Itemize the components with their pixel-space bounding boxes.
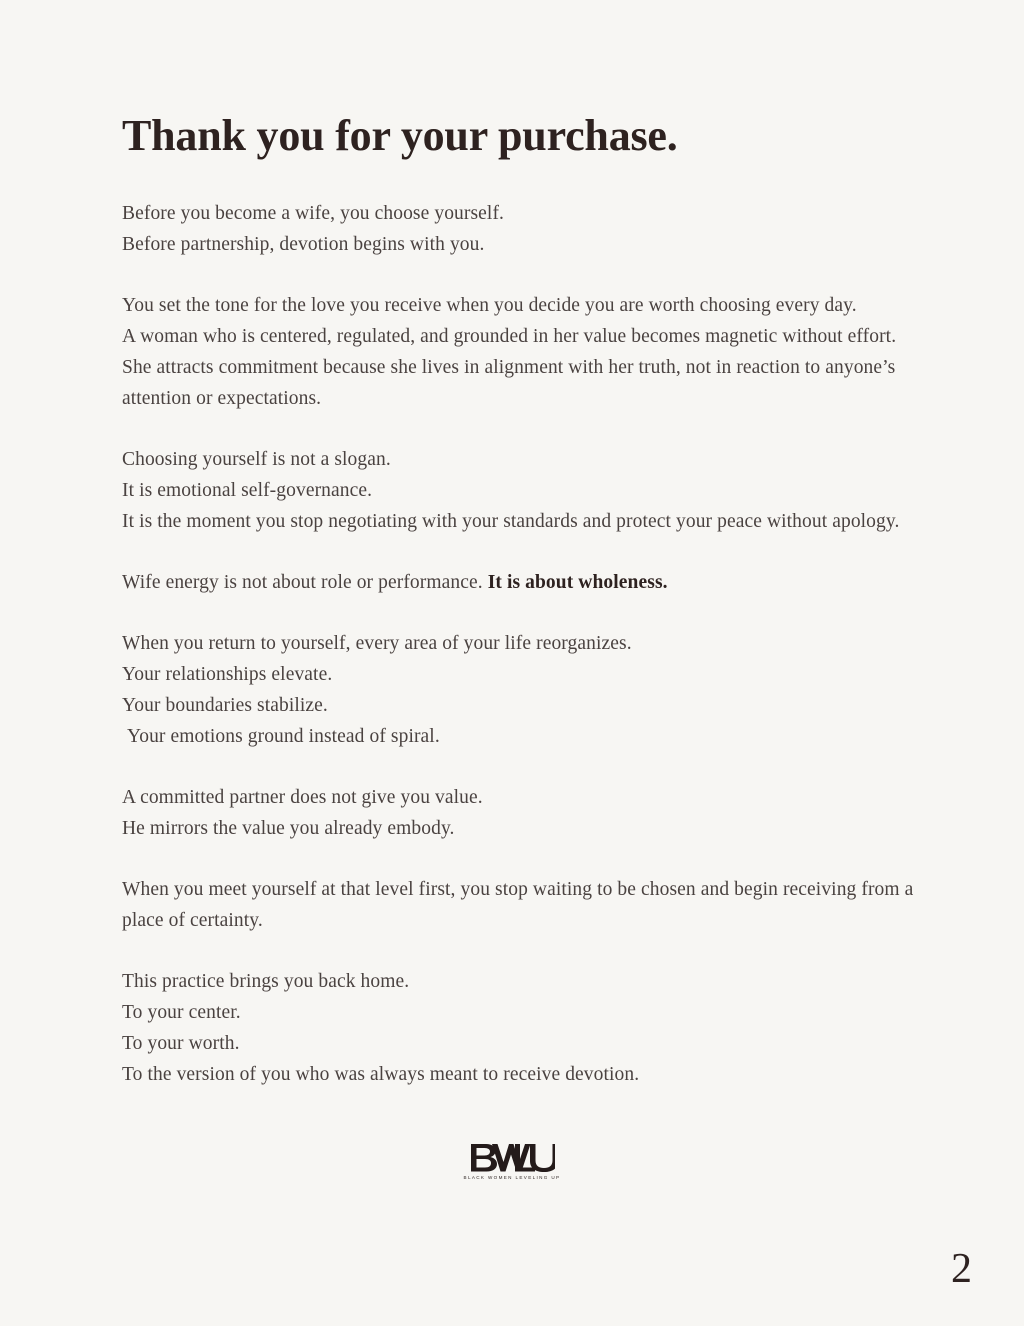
body-line: When you return to yourself, every area of your life reorganizes. [122,632,632,654]
body-line: Your relationships elevate. [122,663,333,685]
body-line: Before you become a wife, you choose yourself. [122,202,505,224]
body-line: He mirrors the value you already embody. [122,817,455,839]
paragraph-block [122,628,932,752]
paragraph-block-emphasis [122,567,932,598]
page-number: 2 [951,1246,972,1292]
body-line: She attracts commitment because she lives in alignment with her truth, not in reaction to anyone’s attention or expectations. [122,356,896,409]
emphasis-lead-text: Wife energy is not about role or performance. [122,571,488,593]
body-line: To your center. [122,1001,241,1023]
paragraph-block [122,782,932,844]
body-line: This practice brings you back home. [122,970,410,992]
body-line [122,567,932,598]
bwlu-monogram-icon [469,1142,555,1172]
body-line: When you meet yourself at that level first, you stop waiting to be chosen and begin receiving from a place of certainty. [122,878,914,931]
footer-brand-lockup [0,1142,1024,1180]
page-content [122,112,932,1090]
body-line: Choosing yourself is not a slogan. [122,448,391,470]
paragraph-block [122,198,932,260]
brand-tagline: BLACK WOMEN LEVELING UP [463,1174,561,1181]
paragraph-block [122,874,932,936]
body-line: It is emotional self-governance. [122,479,373,501]
body-line: A woman who is centered, regulated, and grounded in her value becomes magnetic without effort. [122,325,897,347]
body-line: It is the moment you stop negotiating with your standards and protect your peace without apology. [122,510,900,532]
emphasis-bold-text: It is about wholeness. [487,571,668,593]
paragraph-block [122,290,932,414]
body-line: A committed partner does not give you value. [122,786,483,808]
paragraph-block [122,966,932,1090]
body-line: You set the tone for the love you receive when you decide you are worth choosing every day. [122,294,857,316]
body-line: To the version of you who was always meant to receive devotion. [122,1063,640,1085]
paragraph-block [122,444,932,537]
body-line: To your worth. [122,1032,240,1054]
page-title: Thank you for your purchase. [122,111,678,160]
body-line: Before partnership, devotion begins with you. [122,233,485,255]
body-line: Your emotions ground instead of spiral. [122,725,440,747]
body-line: Your boundaries stabilize. [122,694,328,716]
